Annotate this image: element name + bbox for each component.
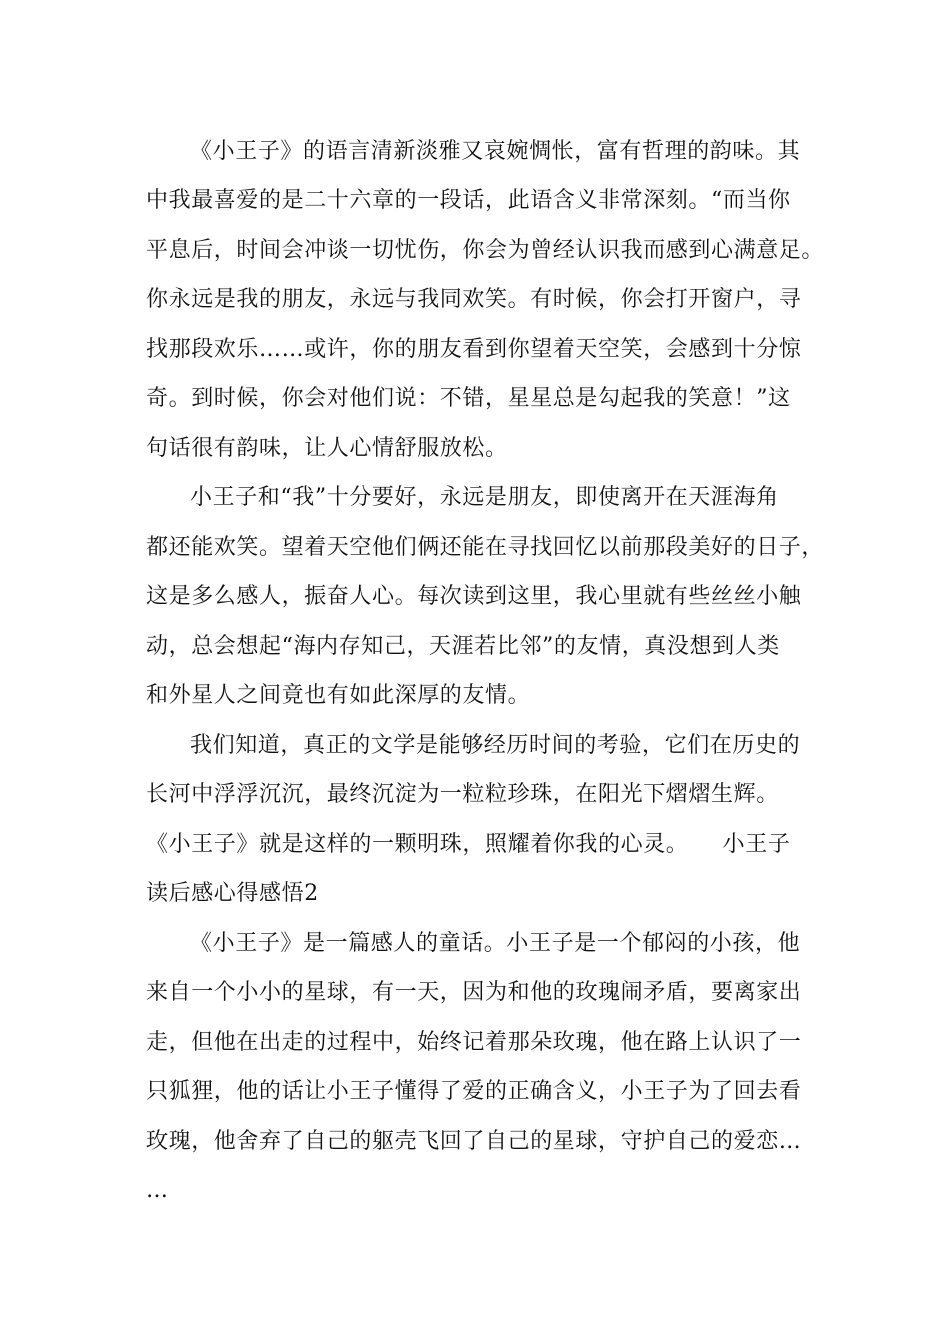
text-line: 玫瑰，他舍弃了自己的躯壳飞回了自己的星球，守护自己的爱恋… — [146, 1129, 802, 1154]
text-line: 《小王子》就是这样的一颗明珠，照耀着你我的心灵。 小王子 — [146, 832, 791, 857]
text-line: 《小王子》是一篇感人的童话。小王子是一个郁闷的小孩，他 — [190, 931, 801, 956]
text-line: 走，但他在出走的过程中，始终记着那朵玫瑰，他在路上认识了一 — [146, 1030, 802, 1055]
text-line: 动，总会想起“海内存知己，天涯若比邻”的友情，真没想到人类 — [146, 634, 780, 659]
text-line: 找那段欢乐……或许，你的朋友看到你望着天空笑，会感到十分惊 — [146, 337, 802, 362]
text-line: 小王子和“我”十分要好，永远是朋友，即使离开在天涯海角 — [190, 485, 779, 510]
text-line: 我们知道，真正的文学是能够经历时间的考验，它们在历史的 — [190, 733, 801, 758]
text-line: 句话很有韵味，让人心情舒服放松。 — [146, 436, 508, 461]
text-line: 中我最喜爱的是二十六章的一段话，此语含义非常深刻。“而当你 — [146, 188, 791, 213]
text-line: 你永远是我的朋友，永远与我同欢笑。有时候，你会打开窗户，寻 — [146, 287, 802, 312]
text-line: 《小王子》的语言清新淡雅又哀婉惆怅，富有哲理的韵味。其 — [190, 139, 801, 164]
text-line: 奇。到时候，你会对他们说：不错，星星总是勾起我的笑意！”这 — [146, 386, 791, 411]
text-line: 平息后，时间会冲谈一切忧伤，你会为曾经认识我而感到心满意足。 — [146, 238, 825, 263]
text-line: 来自一个小小的星球，有一天，因为和他的玫瑰闹矛盾，要离家出 — [146, 980, 802, 1005]
text-line: 读后感心得感悟2 — [146, 881, 319, 906]
text-line: 和外星人之间竟也有如此深厚的友情。 — [146, 683, 531, 708]
text-line: 这是多么感人，振奋人心。每次读到这里，我心里就有些丝丝小触 — [146, 584, 802, 609]
text-line: … — [146, 1178, 169, 1203]
text-line: 都还能欢笑。望着天空他们俩还能在寻找回忆以前那段美好的日子， — [146, 535, 825, 560]
text-line: 长河中浮浮沉沉，最终沉淀为一粒粒珍珠，在阳光下熠熠生辉。 — [146, 782, 779, 807]
text-line: 只狐狸，他的话让小王子懂得了爱的正确含义，小王子为了回去看 — [146, 1079, 802, 1104]
